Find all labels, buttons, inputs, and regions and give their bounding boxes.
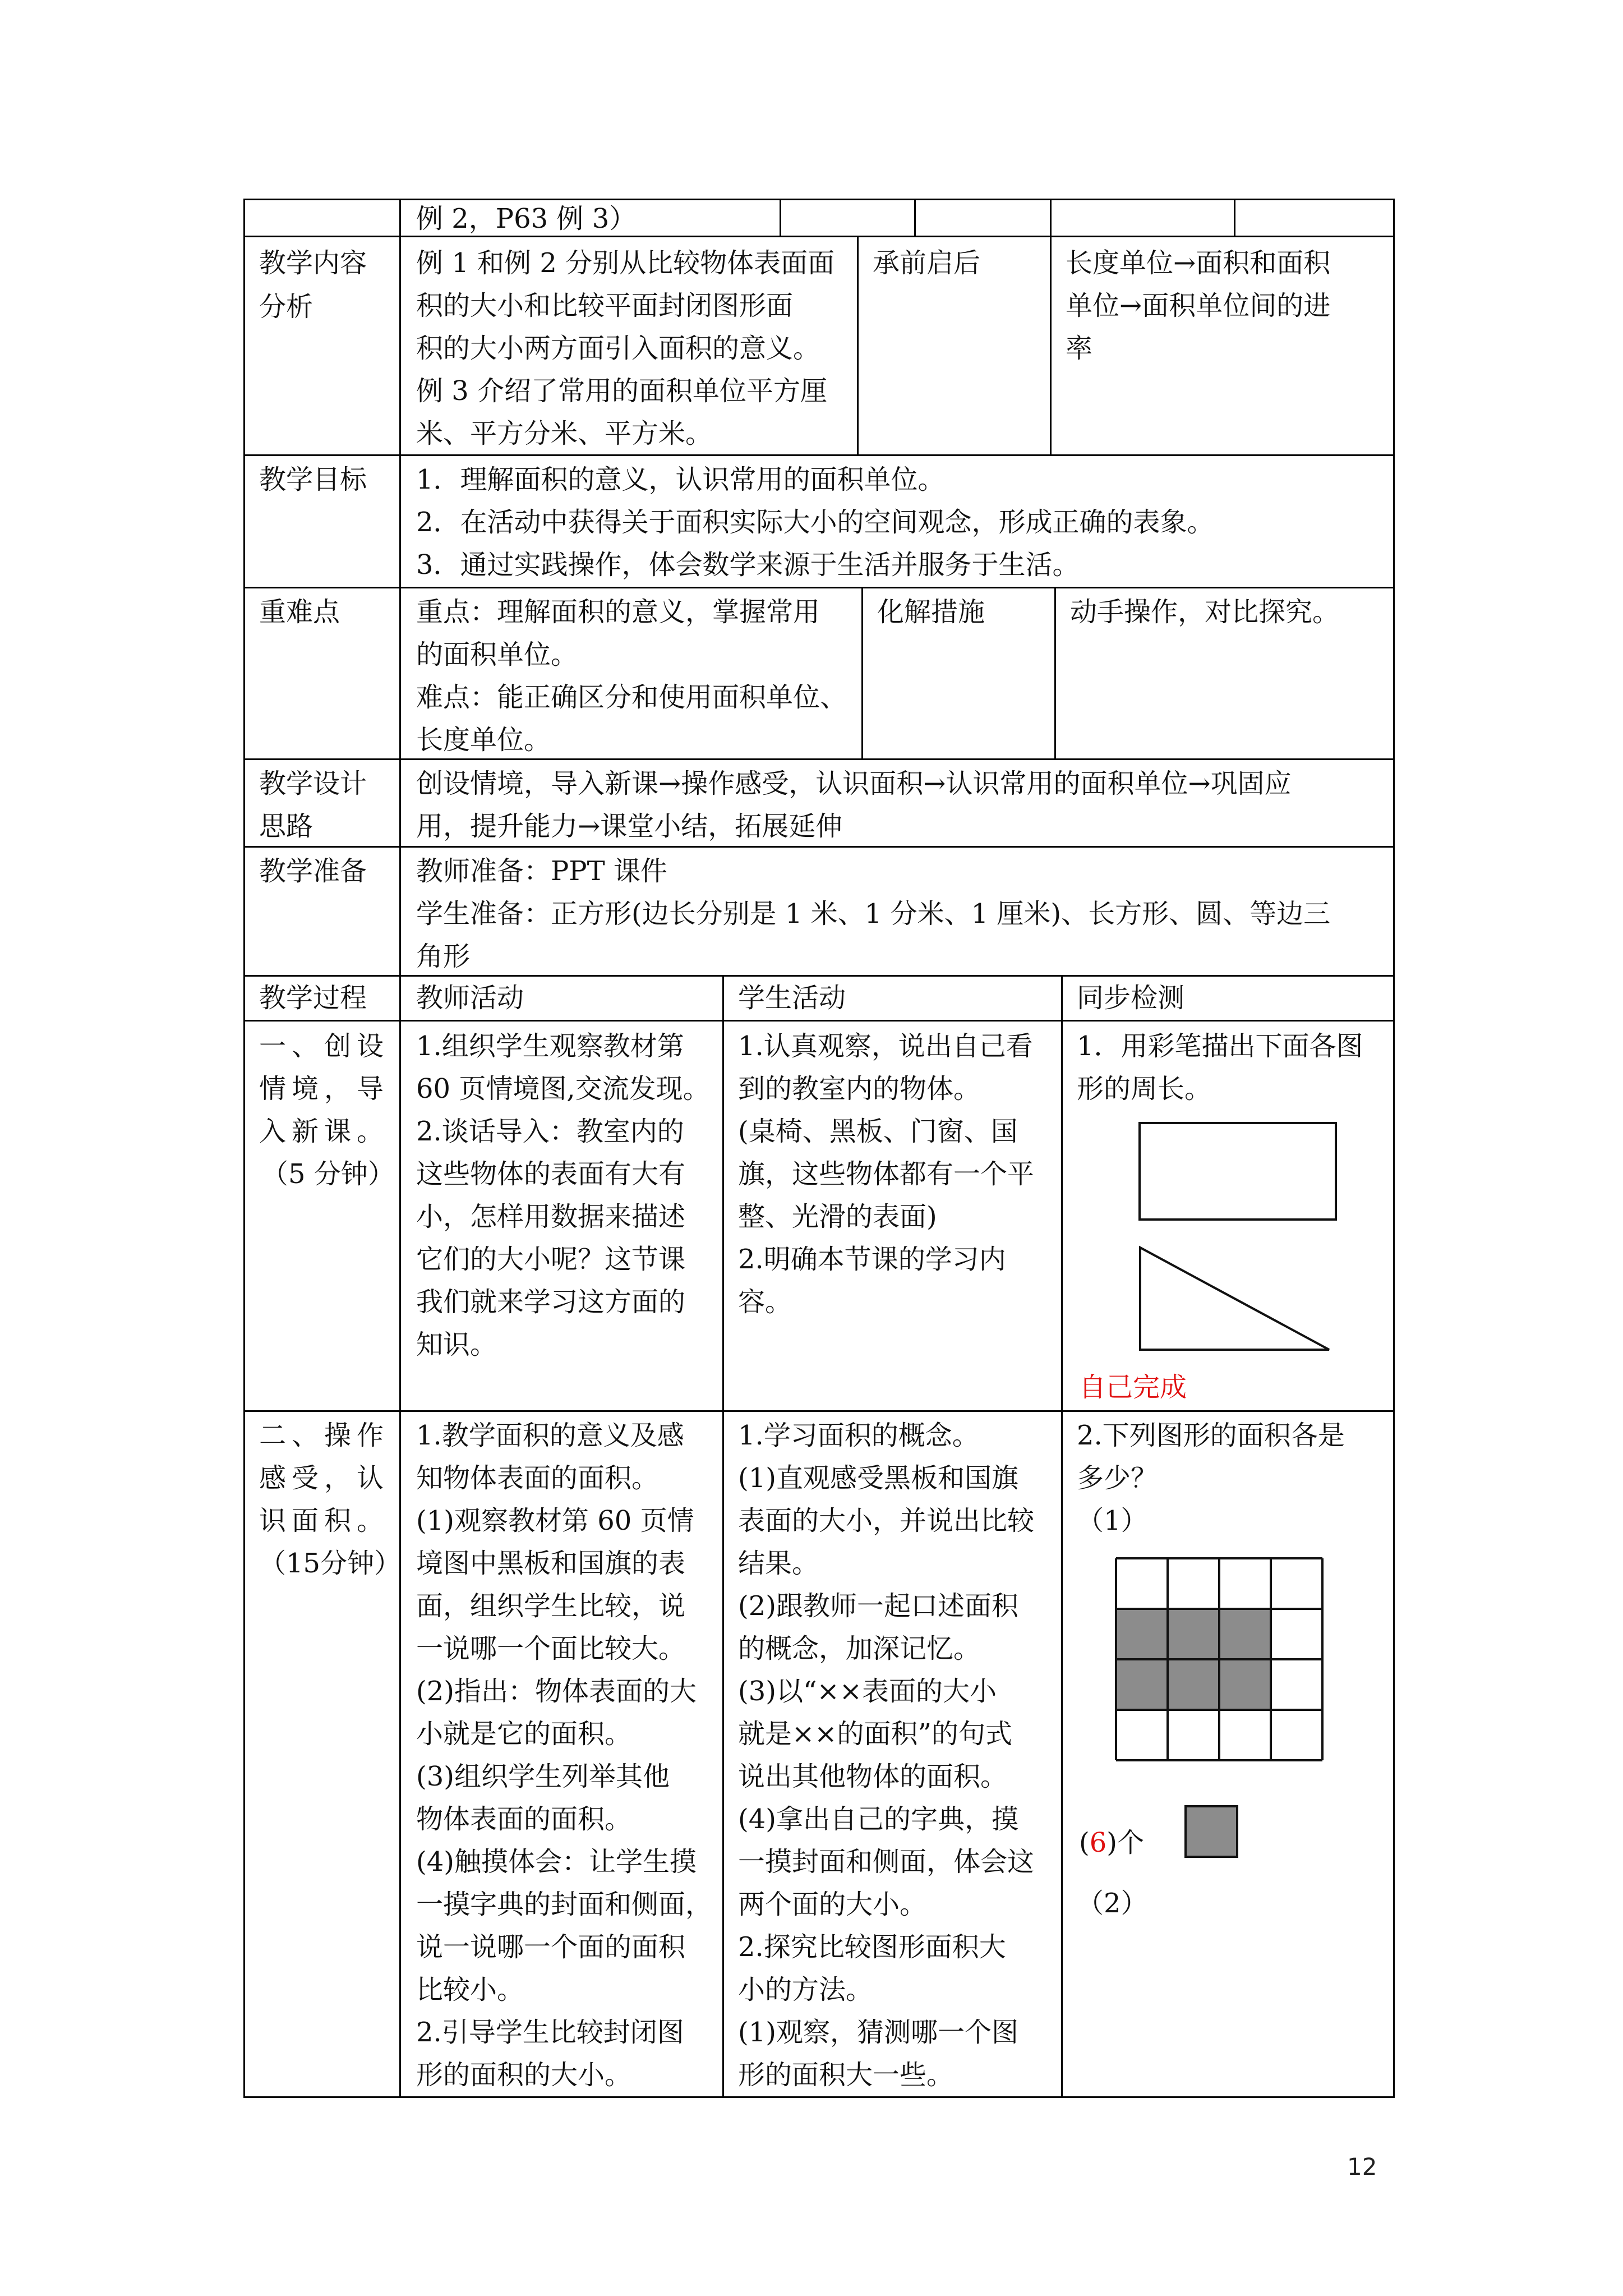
student-activity: 形的面积大一些。 <box>738 2059 954 2091</box>
answer-paren-close: ) <box>1106 1827 1118 1858</box>
row-label: 重难点 <box>259 596 340 628</box>
teacher-activity: 小就是它的面积。 <box>416 1718 632 1750</box>
column-header: 教师活动 <box>416 982 524 1014</box>
stage-label: 情境，导 <box>259 1073 390 1105</box>
teacher-activity: 我们就来学习这方面的 <box>416 1286 686 1318</box>
teacher-activity: 1.教学面积的意义及感 <box>416 1420 684 1451</box>
teacher-activity: 这些物体的表面有大有 <box>416 1158 686 1190</box>
cell-text: 教师准备：PPT 课件 <box>416 855 667 887</box>
teacher-activity: (1)观察教材第 60 页情 <box>416 1505 694 1536</box>
teacher-activity: 一摸字典的封面和侧面， <box>416 1889 713 1920</box>
table-border-right <box>1393 199 1395 2098</box>
teacher-activity: 2.引导学生比较封闭图 <box>416 2017 684 2048</box>
check-text: 1．用彩笔描出下面各图 <box>1077 1030 1363 1062</box>
stage-label: 一、创设 <box>259 1030 390 1062</box>
student-activity: 表面的大小，并说出比较 <box>738 1505 1035 1536</box>
student-activity: 两个面的大小。 <box>738 1889 927 1920</box>
student-activity: 一摸封面和侧面，体会这 <box>738 1846 1035 1878</box>
student-activity: (2)跟教师一起口述面积 <box>738 1590 1018 1622</box>
table-rule <box>857 236 859 455</box>
cell-text: 积的大小和比较平面封闭图形面 <box>416 290 794 321</box>
student-activity: (桌椅、黑板、门窗、国 <box>738 1116 1018 1147</box>
cell-text: 1．理解面积的意义，认识常用的面积单位。 <box>416 464 945 495</box>
stage-label: 二、操作 <box>259 1420 390 1451</box>
table-rule <box>722 975 724 2098</box>
cell-text: 例 1 和例 2 分别从比较物体表面面 <box>416 247 835 279</box>
table-rule <box>399 199 401 2098</box>
stage-label: 感受，认 <box>259 1462 390 1494</box>
row-label: 教学设计 <box>259 768 367 799</box>
teacher-activity: 2.谈话导入：教室内的 <box>416 1116 684 1147</box>
answer-unit: 个 <box>1117 1827 1145 1858</box>
unit-square-figure <box>1184 1805 1241 1861</box>
cell-text: 米、平方分米、平方米。 <box>416 418 713 449</box>
stage-label: （15分钟） <box>259 1548 402 1579</box>
table-rule <box>1054 587 1056 760</box>
check-text: 形的周长。 <box>1077 1073 1212 1105</box>
cell-text: 率 <box>1066 333 1093 364</box>
row-label: 思路 <box>259 811 313 842</box>
teacher-activity: 知识。 <box>416 1329 497 1360</box>
table-border-left <box>243 199 245 2098</box>
student-activity: (3)以“××表面的大小 <box>738 1676 997 1707</box>
cell-text: 重点：理解面积的意义，掌握常用 <box>416 596 820 628</box>
rectangle-figure <box>1138 1122 1340 1228</box>
student-activity: 说出其他物体的面积。 <box>738 1761 1008 1792</box>
page-number: 12 <box>1347 2153 1377 2180</box>
student-activity: 容。 <box>738 1286 792 1318</box>
student-activity: 小的方法。 <box>738 1974 873 2005</box>
teacher-activity: 物体表面的面积。 <box>416 1803 632 1835</box>
stage-label: 入新课。 <box>259 1116 390 1147</box>
column-header: 学生活动 <box>738 982 846 1014</box>
column-header: 同步检测 <box>1077 982 1185 1014</box>
cell-text: 的面积单位。 <box>416 639 578 670</box>
student-activity: 整、光滑的表面) <box>738 1201 937 1232</box>
grid-shaded-area <box>1116 1659 1271 1710</box>
table-rule <box>1050 199 1052 237</box>
student-activity: (4)拿出自己的字典，摸 <box>738 1803 1018 1835</box>
teacher-activity: 形的面积的大小。 <box>416 2059 632 2091</box>
cell-text: 学生准备：正方形(边长分别是 1 米、1 分米、1 厘米)、长方形、圆、等边三 <box>416 898 1331 930</box>
triangle-figure <box>1138 1245 1340 1358</box>
table-rule <box>780 199 781 237</box>
teacher-activity: 1.组织学生观察教材第 <box>416 1030 684 1062</box>
student-activity: 结果。 <box>738 1548 819 1579</box>
student-activity: 到的教室内的物体。 <box>738 1073 981 1105</box>
student-activity: (1)直观感受黑板和国旗 <box>738 1462 1018 1494</box>
student-activity: 1.学习面积的概念。 <box>738 1420 979 1451</box>
teacher-activity: 小，怎样用数据来描述 <box>416 1201 686 1232</box>
table-rule <box>243 1020 1395 1022</box>
table-rule <box>861 587 863 760</box>
cell-text: 创设情境，导入新课→操作感受，认识面积→认识常用的面积单位→巩固应 <box>416 768 1292 799</box>
row-label: 分析 <box>259 291 313 323</box>
cell-label: 承前启后 <box>873 247 981 279</box>
student-activity: 就是××的面积”的句式 <box>738 1718 1012 1750</box>
teacher-activity: (2)指出：物体表面的大 <box>416 1676 697 1707</box>
student-activity: (1)观察，猜测哪一个图 <box>738 2017 1018 2048</box>
teacher-activity: 境图中黑板和国旗的表 <box>416 1548 686 1579</box>
grid-figure <box>1115 1557 1328 1770</box>
answer-line <box>1079 1821 1144 1865</box>
table-rule <box>914 199 916 237</box>
student-activity: 2.明确本节课的学习内 <box>738 1244 1006 1275</box>
check-text: 多少？ <box>1077 1462 1158 1494</box>
student-activity: 1.认真观察，说出自己看 <box>738 1030 1033 1062</box>
teacher-activity: (3)组织学生列举其他 <box>416 1761 670 1792</box>
teacher-activity: 60 页情境图,交流发现。 <box>416 1073 710 1105</box>
cell-text: 积的大小两方面引入面积的意义。 <box>416 333 820 364</box>
continued-text: 例 2，P63 例 3） <box>416 203 637 234</box>
column-header: 教学过程 <box>259 982 367 1014</box>
cell-text: 例 3 介绍了常用的面积单位平方厘 <box>416 375 828 407</box>
table-rule <box>1234 199 1235 237</box>
teacher-activity: 面，组织学生比较，说 <box>416 1590 686 1622</box>
row-label: 教学准备 <box>259 855 367 887</box>
cell-text: 2．在活动中获得关于面积实际大小的空间观念，形成正确的表象。 <box>416 507 1214 538</box>
table-rule <box>243 587 1395 588</box>
cell-label: 化解措施 <box>877 596 985 628</box>
stage-label: 识面积。 <box>259 1505 390 1536</box>
student-activity: 2.探究比较图形面积大 <box>738 1931 1006 1963</box>
cell-text: 难点：能正确区分和使用面积单位、 <box>416 682 847 713</box>
answer-paren-open: ( <box>1079 1827 1090 1858</box>
grid-shaded-area <box>1116 1609 1271 1659</box>
cell-text: 3．通过实践操作，体会数学来源于生活并服务于生活。 <box>416 549 1080 581</box>
answer-value: 6 <box>1089 1827 1107 1858</box>
cell-text: 用，提升能力→课堂小结，拓展延伸 <box>416 811 843 842</box>
teacher-activity: 一说哪一个面比较大。 <box>416 1633 686 1664</box>
table-rule <box>1061 975 1063 2098</box>
table-rule <box>1050 236 1052 455</box>
part-label: （1） <box>1077 1505 1148 1536</box>
cell-text: 单位→面积单位间的进 <box>1066 290 1331 321</box>
stage-label: （5 分钟） <box>261 1158 395 1190</box>
student-activity: 的概念，加深记忆。 <box>738 1633 981 1664</box>
part-label: （2） <box>1077 1888 1148 1919</box>
cell-text: 角形 <box>416 941 471 972</box>
cell-text: 长度单位→面积和面积 <box>1066 247 1331 279</box>
teacher-activity: 比较小。 <box>416 1974 524 2005</box>
check-text: 2.下列图形的面积各是 <box>1077 1420 1345 1451</box>
teacher-activity: (4)触摸体会：让学生摸 <box>416 1846 697 1878</box>
teacher-activity: 知物体表面的面积。 <box>416 1462 659 1494</box>
row-label: 教学目标 <box>259 464 367 495</box>
row-label: 教学内容 <box>259 247 367 279</box>
cell-text: 长度单位。 <box>416 724 551 756</box>
teacher-activity: 它们的大小呢？这节课 <box>416 1244 686 1275</box>
student-activity: 旗，这些物体都有一个平 <box>738 1158 1035 1190</box>
check-note: 自己完成 <box>1079 1372 1187 1403</box>
table-rule <box>243 1410 1395 1412</box>
teacher-activity: 说一说哪一个面的面积 <box>416 1931 686 1963</box>
cell-text: 动手操作，对比探究。 <box>1070 596 1340 628</box>
